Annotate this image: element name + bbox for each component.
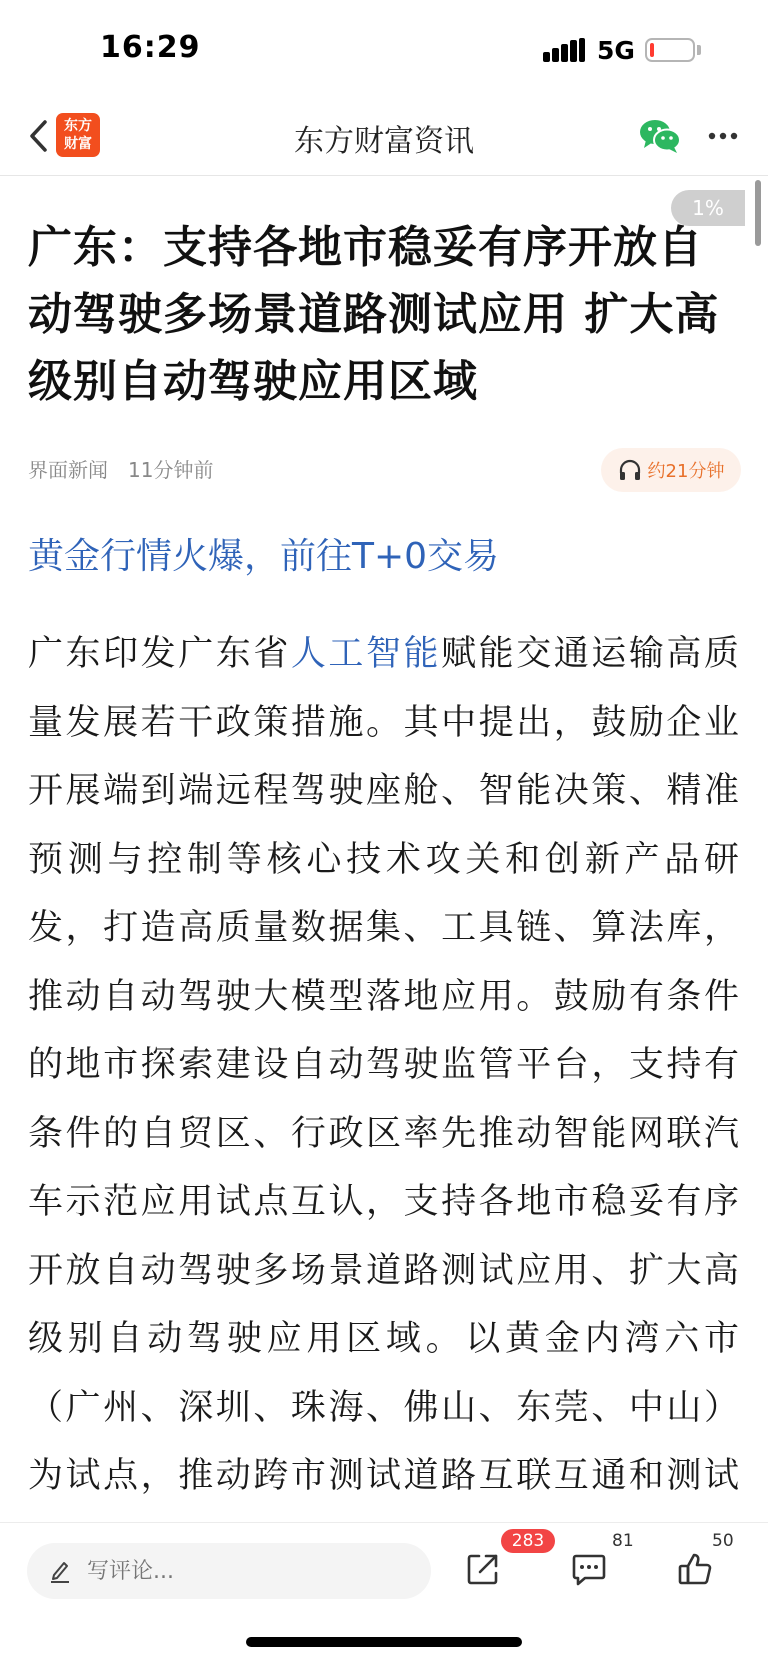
scrollbar[interactable]	[755, 180, 761, 246]
listen-audio-button[interactable]	[601, 448, 741, 492]
battery-nub	[697, 45, 701, 55]
signal-strength-icon	[543, 38, 585, 62]
share-icon	[466, 1552, 500, 1586]
article-body	[28, 620, 740, 1579]
pen-icon	[49, 1559, 71, 1583]
like-count: 50	[712, 1531, 734, 1551]
more-options-button[interactable]	[700, 116, 746, 156]
comment-input[interactable]	[87, 1559, 387, 1584]
share-count-badge: 283	[501, 1529, 555, 1553]
wechat-share-button[interactable]	[638, 116, 682, 156]
nav-bar	[0, 100, 768, 176]
body-text-intro: 广东印发广东省	[28, 634, 291, 674]
battery-icon	[645, 38, 695, 62]
share-button[interactable]	[455, 1541, 511, 1597]
article-headline: 广东：支持各地市稳妥有序开放自动驾驶多场景道路测试应用 扩大高级别自动驾驶应用区域	[28, 222, 720, 407]
home-indicator[interactable]	[246, 1637, 522, 1647]
keyword-link[interactable]: 人工智能	[290, 634, 442, 674]
comment-count: 81	[612, 1531, 634, 1551]
thumbs-up-icon	[677, 1552, 713, 1586]
article-source: 界面新闻	[28, 458, 108, 482]
listen-duration: 约21分钟	[647, 461, 725, 482]
logo-text-top: 东方	[64, 118, 92, 134]
comments-button[interactable]	[561, 1541, 617, 1597]
wechat-icon	[638, 116, 682, 156]
promo-link[interactable]: 黄金行情火爆，前往T+0交易	[28, 536, 500, 577]
logo-text-bottom: 财富	[64, 136, 92, 152]
more-dots-icon	[708, 132, 738, 140]
comment-bubble-icon	[571, 1552, 607, 1586]
page-title: 东方财富资讯	[294, 124, 474, 159]
body-text-main: 赋能交通运输高质量发展若干政策措施。其中提出，鼓励企业开展端到端远程驾驶座舱、智能决策、精准预测与控制等核心技术攻关和创新产品研发，打造高质量数据集、工具链、算法库，推动自动驾驶大模型落地应用。鼓励有条件的地市探索建设自动驾驶监管平台，支持有条件的自贸区、行政区率先推动智能网联汽车示范应用试点互认，支持各地市稳妥有序开放自动驾驶多场景道路测试应用、扩大高级别自动驾驶应用区域。以黄金内湾六市（广州、深圳、珠海、佛山、东莞、中山）为试点，推动跨市测试道路互联互通和测试	[28, 634, 740, 1496]
headphones-icon	[618, 459, 642, 481]
network-type: 5G	[597, 36, 635, 65]
reading-progress-badge: 1%	[671, 190, 745, 226]
article-meta	[28, 454, 213, 483]
status-time: 16:29	[100, 30, 201, 65]
article-time: 11分钟前	[128, 458, 214, 482]
status-bar	[0, 0, 768, 100]
comment-input-box[interactable]	[27, 1543, 431, 1599]
